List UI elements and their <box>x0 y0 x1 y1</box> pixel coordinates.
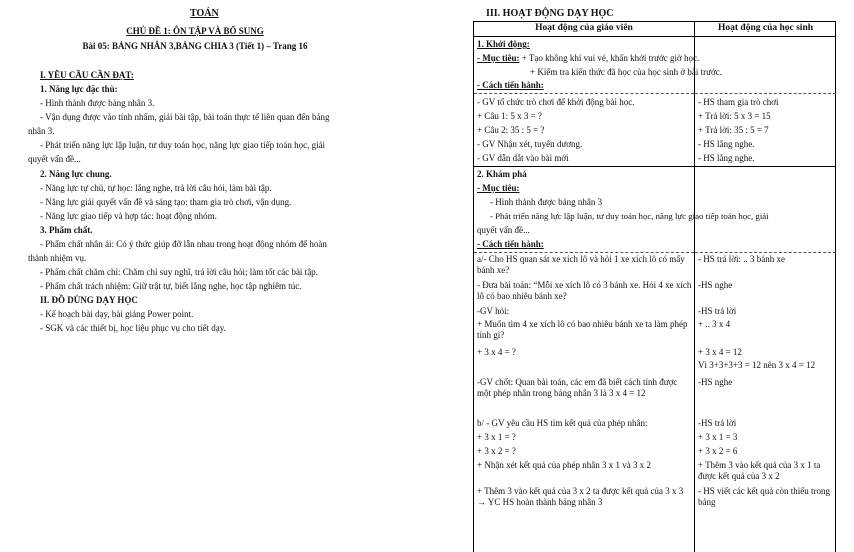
lesson-title: Bài 05: BẢNG NHÂN 3,BẢNG CHIA 3 (Tiết 1) – Trang 16 <box>82 41 308 51</box>
teacher-step: + Thêm 3 vào kết quả của 3 x 2 ta được kết quả của 3 x 3 → YC HS hoàn thành bảng nhân 3 <box>477 486 684 507</box>
teacher-step: + 3 x 1 = ? <box>477 432 516 442</box>
student-step: + Trả lời: 5 x 3 = 15 <box>698 111 771 121</box>
teacher-step: + Nhận xét kết quả của phép nhân 3 x 1 và 3 x 2 <box>477 460 652 470</box>
text-line: - Phẩm chất chăm chỉ: Chăm chỉ suy nghĩ, trả lời câu hỏi; làm tốt các bài tập. <box>40 267 318 277</box>
section-requirements: I. YÊU CẦU CẦN ĐẠT: <box>40 70 134 80</box>
text-line: - Năng lực giao tiếp và hợp tác: hoạt động nhóm. <box>40 211 217 221</box>
dashed-divider <box>474 93 694 94</box>
student-step: - HS viết các kết quả còn thiếu trong bảng <box>698 486 830 507</box>
text-line: thành nhiệm vụ. <box>28 253 87 263</box>
student-step: - HS lắng nghe. <box>698 139 755 149</box>
section-activities: III. HOẠT ĐỘNG DẠY HỌC <box>486 8 614 19</box>
student-step: -HS nghe <box>698 280 733 290</box>
warmup-objective <box>477 53 699 64</box>
teacher-step: + Muốn tìm 4 xe xích lô có bao nhiêu bánh xe ta làm phép tính gì? <box>477 319 688 340</box>
heading-qualities: 3. Phẩm chất. <box>40 225 93 235</box>
explore-objective-2: - Phát triển năng lực lập luận, tư duy toán học, năng lực giao tiếp toán học, giải <box>490 211 769 221</box>
column-header-teacher: Hoạt động của giáo viên <box>535 23 633 33</box>
teacher-step: + 3 x 2 = ? <box>477 446 516 456</box>
text-line: - Năng lực tự chủ, tự học: lắng nghe, trả lời câu hỏi, làm bài tập. <box>40 183 272 193</box>
lesson-table <box>473 21 836 552</box>
student-step: -HS trả lời <box>698 306 737 316</box>
dashed-divider <box>474 252 694 253</box>
student-step: Vì 3+3+3+3 = 12 nên 3 x 4 = 12 <box>698 360 816 370</box>
teacher-step: -GV chốt: Quan bài toán, các em đã biết cách tính được một phép nhân trong bảng nhân 3 là 3 x 4 = 12 <box>477 377 678 398</box>
objective-label: - Mục tiêu: <box>477 53 520 63</box>
student-step: - HS trả lời: .. 3 bánh xe <box>698 254 785 264</box>
heading-general-competence: 2. Năng lực chung. <box>40 169 112 179</box>
heading-specific-competence: 1. Năng lực đặc thù: <box>40 84 118 94</box>
column-header-student: Hoạt động của học sinh <box>717 23 814 33</box>
text-line: - Năng lực giải quyết vấn đề và sáng tạo: tham gia trò chơi, vận dụng. <box>40 197 292 207</box>
explore-objective-1: - Hình thành được bảng nhân 3 <box>490 197 603 207</box>
student-step: -HS trả lời <box>698 418 737 428</box>
student-step: - HS lắng nghe. <box>698 153 755 163</box>
header-divider <box>474 36 835 37</box>
section-materials: II. ĐỒ DÙNG DẠY HỌC <box>40 295 138 305</box>
teacher-step: -GV hỏi: <box>477 306 510 316</box>
teacher-step: + Câu 2: 35 : 5 = ? <box>477 125 545 135</box>
student-step: + Thêm 3 vào kết quả của 3 x 1 ta được kết quả của 3 x 2 <box>698 460 821 481</box>
teacher-step: + 3 x 4 = ? <box>477 347 516 357</box>
student-step: + 3 x 2 = 6 <box>698 446 738 456</box>
warmup-heading: 1. Khởi động: <box>477 39 530 49</box>
text-line: - Kế hoạch bài dạy, bài giảng Power point. <box>40 309 194 319</box>
teacher-step: - GV dẫn dắt vào bài mới <box>477 153 569 163</box>
teacher-step: - GV Nhận xét, tuyên dương. <box>477 139 583 149</box>
text-line: nhân 3. <box>28 126 55 136</box>
row-divider <box>474 166 835 167</box>
text-line: - Phẩm chất trách nhiệm: Giữ trật tự, biết lắng nghe, học tập nghiêm túc. <box>40 281 302 291</box>
explore-heading: 2. Khám phá <box>477 169 527 179</box>
text-line: - Vận dụng được vào tính nhẩm, giải bài tập, bài toán thực tế liên quan đến bảng <box>40 112 330 122</box>
text-line: - SGK và các thiết bị, học liệu phục vụ cho tiết dạy. <box>40 323 226 333</box>
column-divider <box>694 22 695 552</box>
topic-title <box>0 26 390 37</box>
dashed-divider <box>695 93 836 94</box>
student-step: + .. 3 x 4 <box>698 319 731 329</box>
student-step: + 3 x 4 = 12 <box>698 347 742 357</box>
explore-objective-2b: quyết vấn đề... <box>477 225 530 235</box>
left-page <box>0 0 404 552</box>
student-step: + Trả lời: 35 : 5 = 7 <box>698 125 769 135</box>
text-line: - Hình thành được bảng nhân 3. <box>40 98 155 108</box>
teacher-step: + Câu 1: 5 x 3 = ? <box>477 111 542 121</box>
objective-text: + Tạo không khí vui vẻ, khấn khởi trước giờ học. <box>519 53 700 63</box>
warmup-procedure-label: - Cách tiến hành: <box>477 80 544 90</box>
text-line: - Phát triển năng lực lập luận, tư duy toán học, năng lực giao tiếp toán học, giải <box>40 140 326 150</box>
subject-title: TOÁN <box>190 8 219 19</box>
student-step: -HS nghe <box>698 377 733 387</box>
dashed-divider <box>695 252 836 253</box>
warmup-objective-2: + Kiểm tra kiến thức đã học của học sinh ở bài trước. <box>530 67 723 77</box>
text-line: quyết vấn đề... <box>28 154 81 164</box>
teacher-step: - Đưa bài toán: “Mỗi xe xích lô có 3 bánh xe. Hỏi 4 xe xích lô có bao nhiêu bánh xe? <box>477 280 692 301</box>
teacher-step: a/- Cho HS quan sát xe xích lô và hỏi 1 xe xích lô có mấy bánh xe? <box>477 254 685 275</box>
text-line: - Phẩm chất nhân ái: Có ý thức giúp đỡ lẫn nhau trong hoạt động nhóm để hoàn <box>40 239 327 249</box>
student-step: + 3 x 1 = 3 <box>698 432 738 442</box>
teacher-step: b/ - GV yêu cầu HS tìm kết quả của phép nhân: <box>477 418 648 428</box>
teacher-step: - GV tổ chức trò chơi để khởi động bài học. <box>477 97 635 107</box>
explore-procedure-label: - Cách tiến hành: <box>477 239 544 249</box>
explore-objective-label: - Mục tiêu: <box>477 183 520 193</box>
topic-text: CHỦ ĐỀ 1: ÔN TẬP VÀ BỔ SUNG <box>126 26 264 36</box>
student-step: - HS tham gia trò chơi <box>698 97 779 107</box>
